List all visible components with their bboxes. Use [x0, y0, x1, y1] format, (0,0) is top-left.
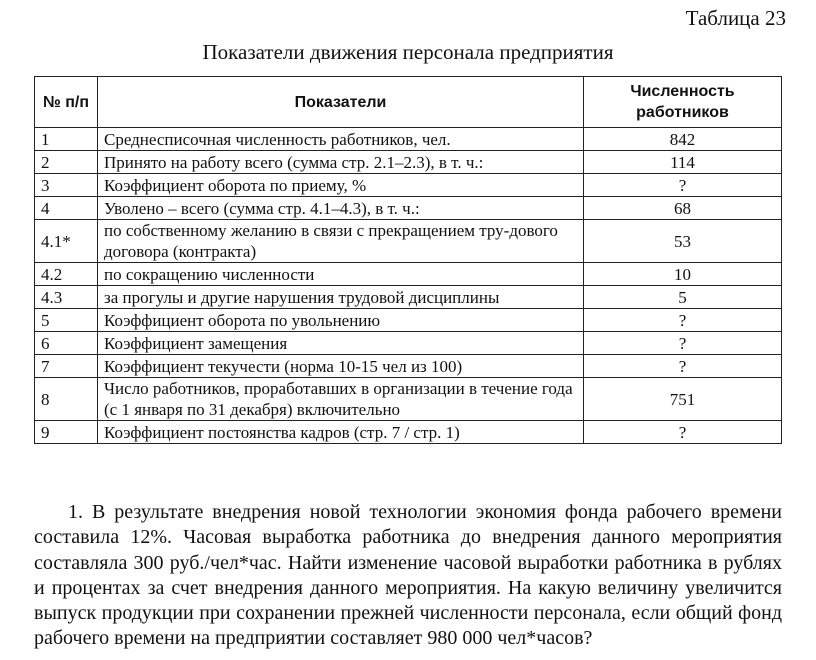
row-indicator: Коэффициент оборота по увольнению — [98, 309, 584, 332]
row-value: 5 — [584, 286, 782, 309]
document-title: Показатели движения персонала предприятия — [202, 40, 614, 64]
row-value: 842 — [584, 128, 782, 151]
row-indicator: за прогулы и другие нарушения трудовой дисциплины — [98, 286, 584, 309]
header-indicator: Показатели — [98, 77, 584, 128]
table-row — [35, 151, 782, 174]
row-number: 4 — [35, 197, 98, 220]
row-number: 8 — [35, 378, 98, 421]
row-value: 10 — [584, 263, 782, 286]
row-value: ? — [584, 355, 782, 378]
header-count: Численность работников — [584, 77, 782, 128]
row-number: 6 — [35, 332, 98, 355]
row-number: 4.1* — [35, 220, 98, 263]
row-value: 114 — [584, 151, 782, 174]
table-row — [35, 309, 782, 332]
row-indicator: Среднесписочная численность работников, чел. — [98, 128, 584, 151]
row-indicator: Коэффициент постоянства кадров (стр. 7 / стр. 1) — [98, 421, 584, 444]
row-number: 3 — [35, 174, 98, 197]
table-row — [35, 378, 782, 421]
row-number: 9 — [35, 421, 98, 444]
table-row — [35, 220, 782, 263]
table-row — [35, 128, 782, 151]
row-number: 4.2 — [35, 263, 98, 286]
row-indicator: Принято на работу всего (сумма стр. 2.1–2.3), в т. ч.: — [98, 151, 584, 174]
personnel-movement-table — [34, 76, 782, 444]
row-number: 5 — [35, 309, 98, 332]
row-number: 4.3 — [35, 286, 98, 309]
table-row — [35, 355, 782, 378]
table-row — [35, 332, 782, 355]
row-value: ? — [584, 332, 782, 355]
table-row — [35, 286, 782, 309]
row-number: 2 — [35, 151, 98, 174]
row-indicator: Уволено – всего (сумма стр. 4.1–4.3), в т. ч.: — [98, 197, 584, 220]
row-value: 751 — [584, 378, 782, 421]
row-indicator: Коэффициент текучести (норма 10-15 чел из 100) — [98, 355, 584, 378]
row-value: ? — [584, 174, 782, 197]
row-value: 53 — [584, 220, 782, 263]
table-header-row — [35, 77, 782, 128]
row-number: 1 — [35, 128, 98, 151]
header-number: № п/п — [35, 77, 98, 128]
row-value: 68 — [584, 197, 782, 220]
table-label: Таблица 23 — [685, 6, 786, 30]
table-row — [35, 421, 782, 444]
row-value: ? — [584, 309, 782, 332]
row-indicator: Коэффициент оборота по приему, % — [98, 174, 584, 197]
row-number: 7 — [35, 355, 98, 378]
task-text: 1. В результате внедрения новой технологии экономия фонда рабочего времени составила 12%. Часовая выработка работника до внедрения данного мероприятия составляла 300 руб./чел*час. Найти изменение часовой выработки работника в рублях и процентах за счет внедрения данного мероприятия. На какую величину увеличится выпуск продукции при сохранении прежней численности персонала, если общий фонд рабочего времени на предприятии составляет 980 000 чел*часов? — [34, 501, 782, 650]
table-row — [35, 197, 782, 220]
row-indicator: по сокращению численности — [98, 263, 584, 286]
row-indicator: Число работников, проработавших в организации в течение года (с 1 января по 31 декабря) включительно — [98, 378, 584, 421]
table-row — [35, 174, 782, 197]
table-row — [35, 263, 782, 286]
row-indicator: по собственному желанию в связи с прекращением тру-дового договора (контракта) — [98, 220, 584, 263]
row-value: ? — [584, 421, 782, 444]
row-indicator: Коэффициент замещения — [98, 332, 584, 355]
